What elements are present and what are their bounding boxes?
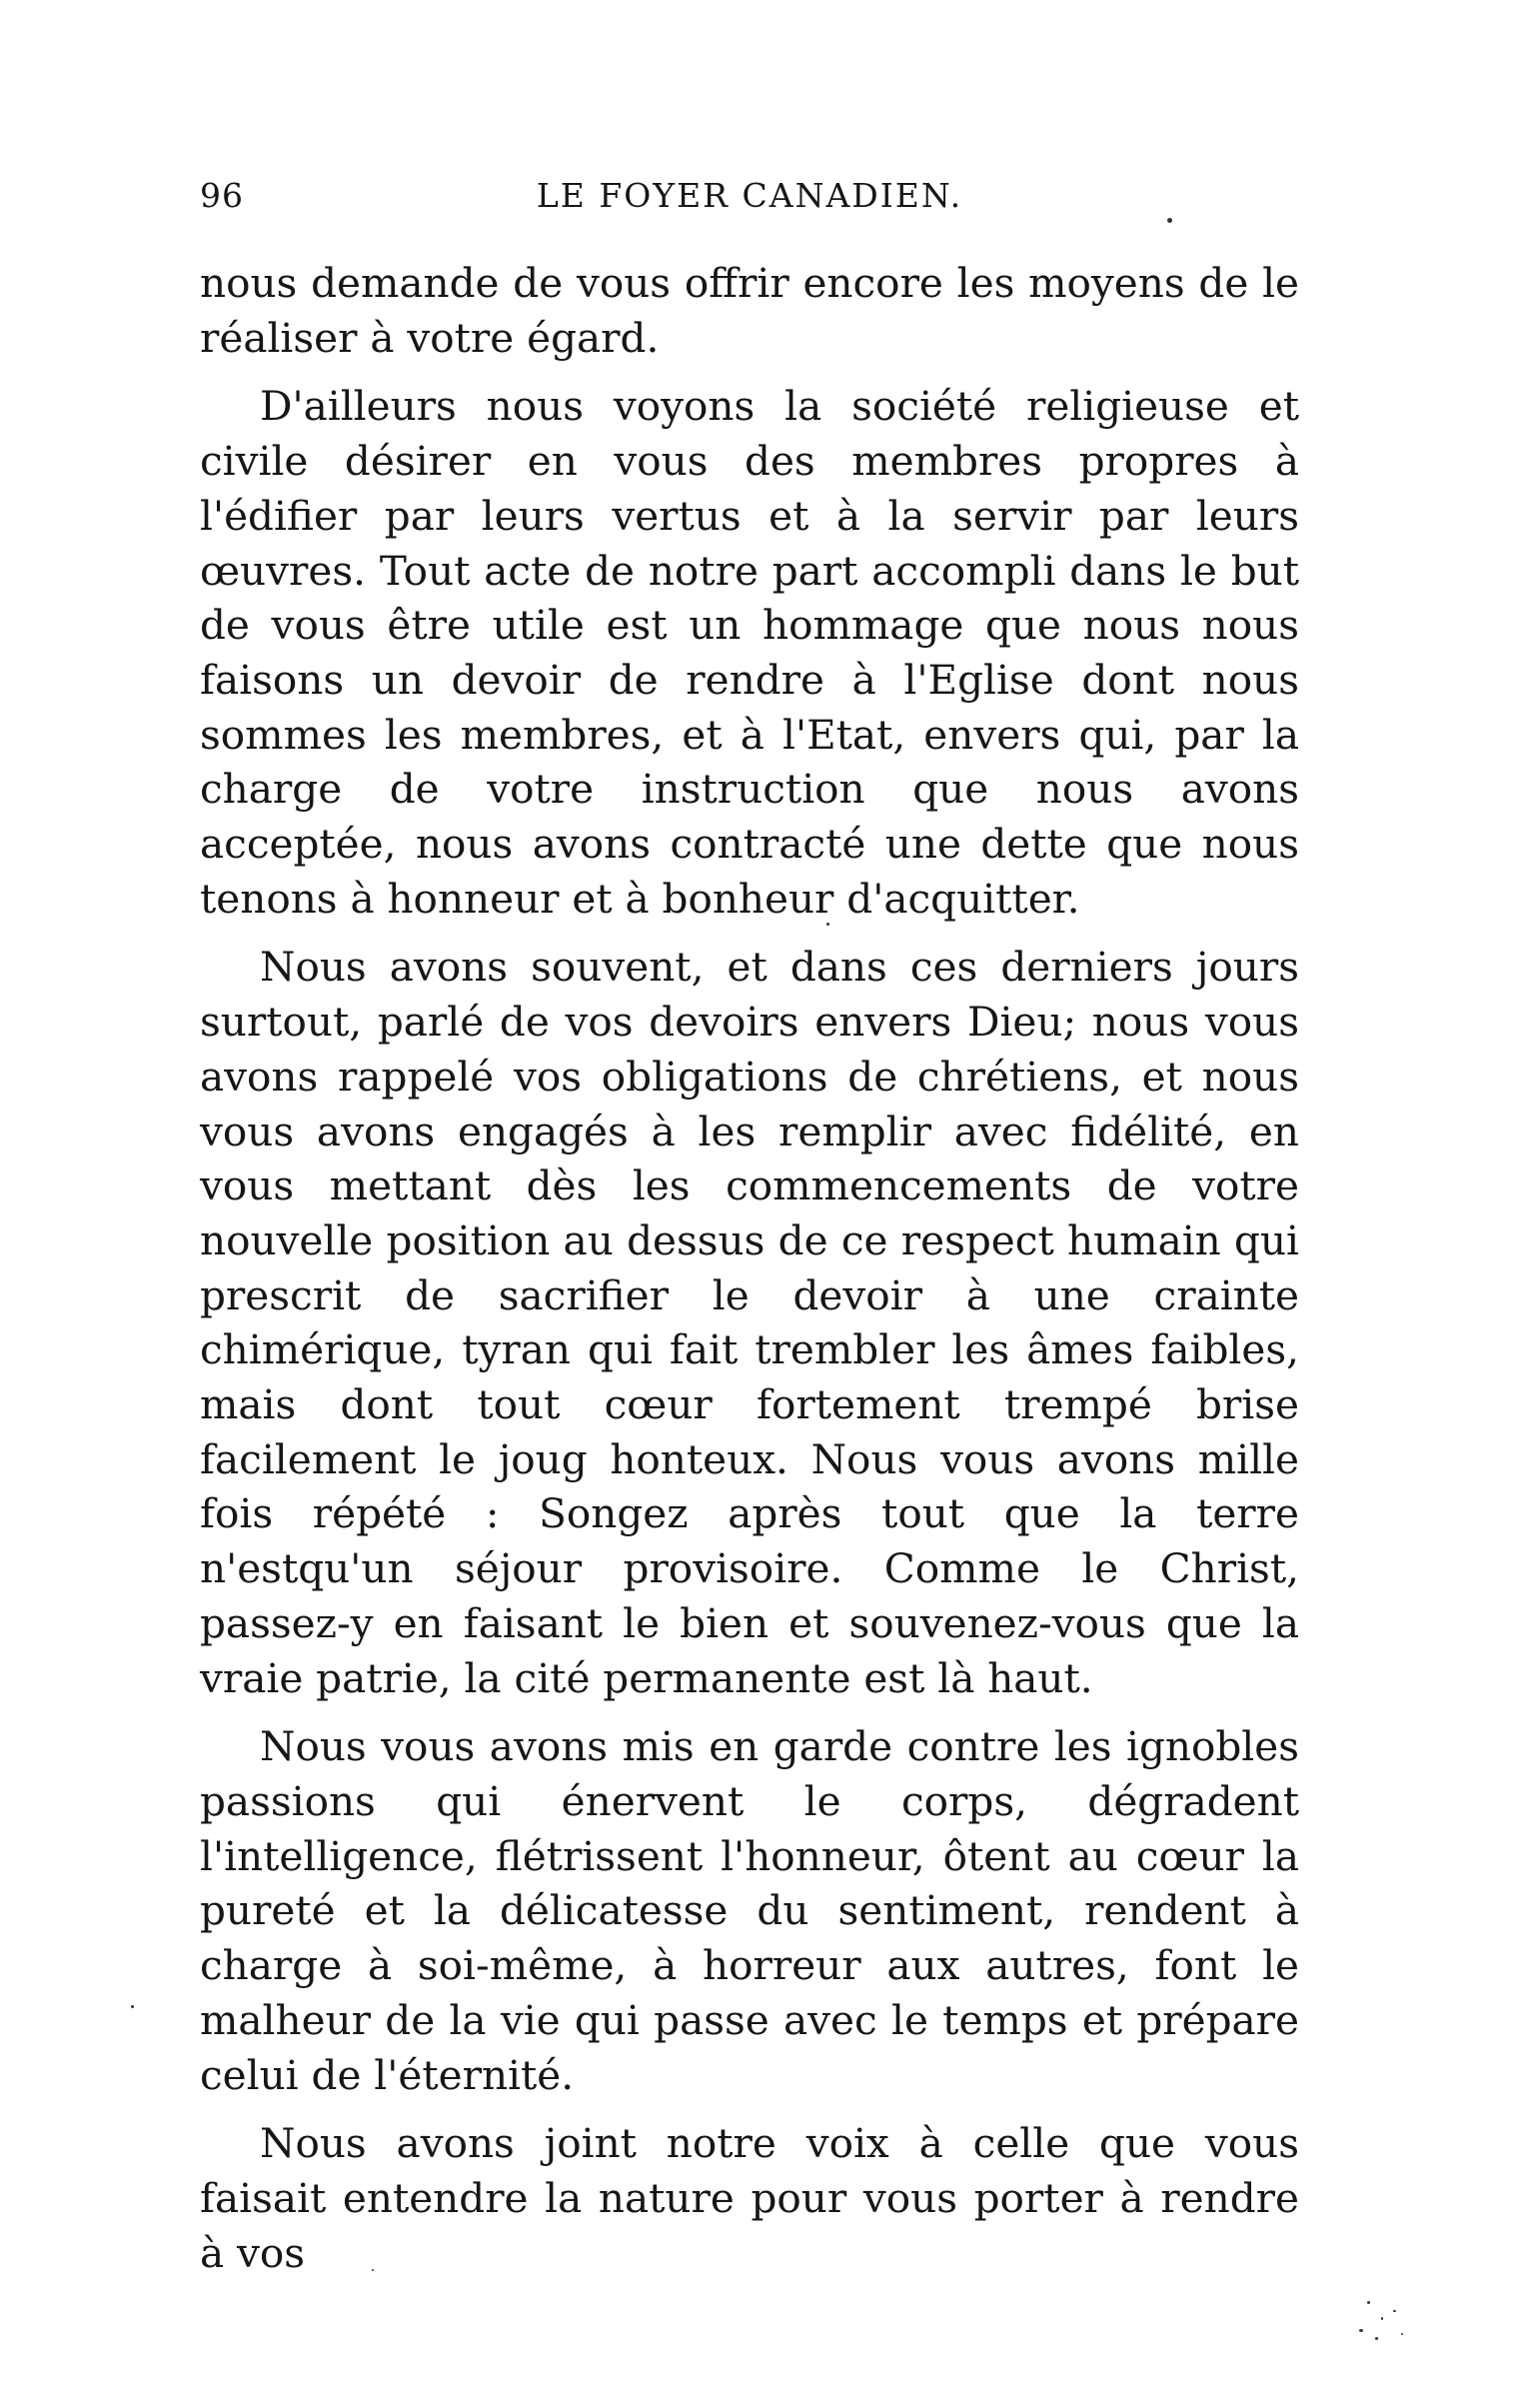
page-number: 96 — [200, 176, 244, 215]
running-title: LE FOYER CANADIEN. — [536, 176, 963, 215]
scan-speck — [1401, 2333, 1403, 2335]
scan-speck — [1393, 2310, 1396, 2312]
scan-speck — [1167, 218, 1172, 223]
scan-speck — [1359, 2329, 1363, 2332]
scan-speck — [131, 2005, 134, 2008]
scan-speck — [1381, 2317, 1383, 2320]
paragraph: D'ailleurs nous voyons la société religieuse et civile désirer en vous des membres propres à l'édifier par leurs vertus et à la servir par leurs œuvres. Tout acte de notre part accompli dans le but de vous être utile est un hommage que nous nous faisons un devoir de rendre à l'Eglise dont nous sommes les membres, et à l'Etat, envers qui, par la charge de votre instruction que nous avons acceptée, nous avons contracté une dette que nous tenons à honneur et à bonheur d'acquitter. — [200, 382, 1299, 923]
scan-speck — [372, 2269, 374, 2271]
paragraph: Nous vous avons mis en garde contre les ignobles passions qui énervent le corps, dégradent l'intelligence, flétrissent l'honneur, ôtent au cœur la pureté et la délicatesse du sentiment, rendent à charge à soi-même, à horreur aux autres, font le malheur de la vie qui passe avec le temps et prépare celui de l'éternité. — [200, 1722, 1299, 2099]
scan-speck — [1367, 2301, 1370, 2304]
paragraph-continuation: nous demande de vous offrir encore les moyens de le réaliser à votre égard. — [200, 259, 1299, 362]
page-header — [200, 176, 1299, 236]
paragraph: Nous avons joint notre voix à celle que vous faisait entendre la nature pour vous porter à rendre à vos — [200, 2119, 1299, 2277]
body-text — [200, 256, 1299, 2294]
scan-speck — [1375, 2337, 1378, 2340]
scan-speck — [826, 923, 829, 926]
paragraph: Nous avons souvent, et dans ces derniers jours surtout, parlé de vos devoirs envers Dieu; nous vous avons rappelé vos obligations de chrétiens, et nous vous avons engagés à les remplir avec fidélité, en vous mettant dès les commencements de votre nouvelle position au dessus de ce respect humain qui prescrit de sacrifier le devoir à une crainte chimérique, tyran qui fait trembler les âmes faibles, mais dont tout cœur fortement trempé brise facilement le joug honteux. Nous vous avons mille fois répété : Songez après tout que la terre n'estqu'un séjour provisoire. Comme le Christ, passez-y en faisant le bien et souvenez-vous que la vraie patrie, la cité permanente est là haut. — [200, 943, 1299, 1702]
